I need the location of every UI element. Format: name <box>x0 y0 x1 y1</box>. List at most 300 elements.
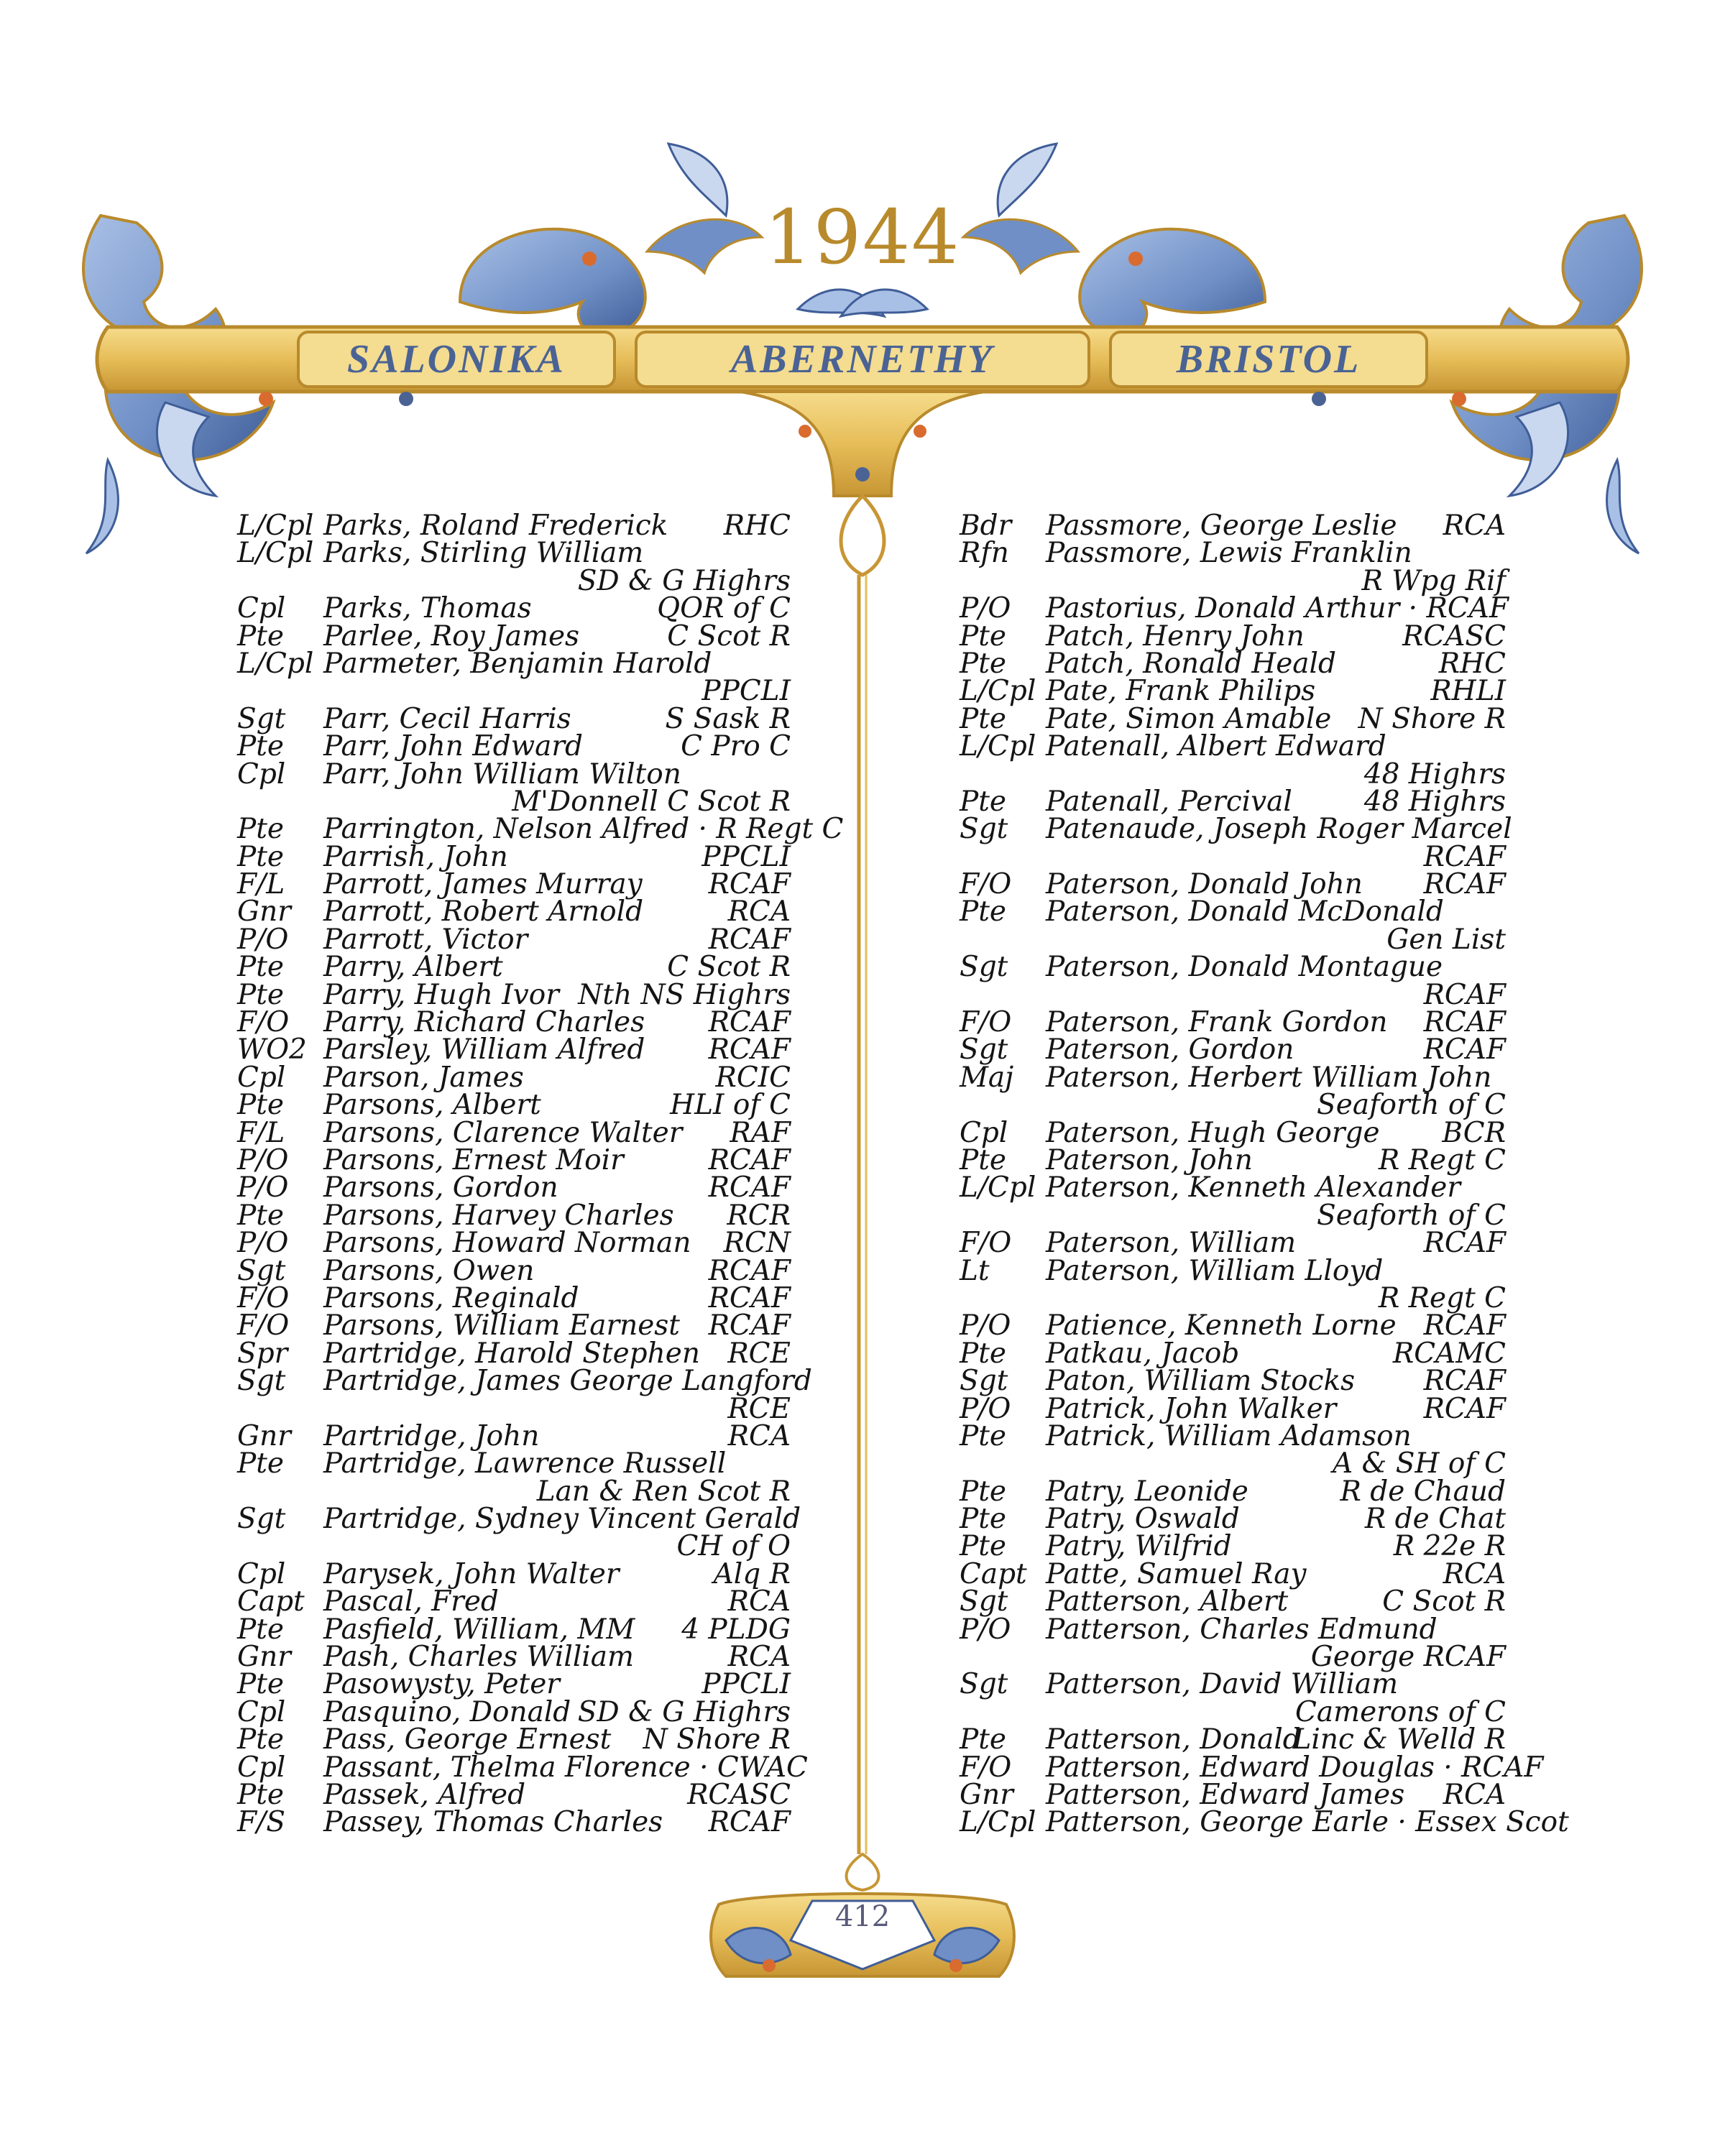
name-cell: Parson, James <box>323 1061 524 1094</box>
rank-cell: Pte <box>237 1447 284 1480</box>
name-cell: Parks, Thomas <box>323 592 532 625</box>
rank-cell: Sgt <box>960 951 1008 984</box>
roll-entry <box>237 895 791 929</box>
year-heading: 1944 <box>764 193 961 281</box>
unit-cell: RCA <box>727 895 791 929</box>
unit-cell: RCAF <box>1423 1392 1506 1425</box>
rank-cell: L/Cpl <box>237 647 314 680</box>
roll-entry <box>960 1723 1506 1756</box>
rank-cell: Gnr <box>237 1419 291 1452</box>
name-cell: Paterson, Frank Gordon <box>1046 1006 1388 1039</box>
page-number: 412 <box>834 1900 891 1933</box>
name-cell: Patenall, Albert Edward <box>1046 730 1386 763</box>
unit-cell: HLI of C <box>670 1089 791 1122</box>
rank-cell: Pte <box>960 1723 1006 1756</box>
name-cell: Pate, Simon Amable <box>1046 702 1332 735</box>
roll-entry <box>960 592 1509 625</box>
unit-cell: C Scot R <box>667 619 791 653</box>
name-cell: Passmore, George Leslie <box>1046 510 1397 542</box>
roll-entry <box>960 1751 1544 1784</box>
continuation-text: A & SH of C <box>1333 1447 1506 1480</box>
unit-cell: RCA <box>727 1419 791 1452</box>
rank-cell: Pte <box>237 730 284 763</box>
unit-cell: RCAF <box>1423 1365 1506 1398</box>
unit-cell: RCAF <box>708 1281 791 1314</box>
name-cell: Parsons, Harvey Charles <box>323 1199 674 1232</box>
rank-cell: Spr <box>237 1337 288 1370</box>
unit-cell: RAF <box>730 1116 791 1149</box>
name-cell: Pasquino, Donald <box>323 1695 571 1728</box>
roll-entry <box>960 647 1506 680</box>
roll-entry-continuation <box>960 978 1506 1011</box>
unit-cell: RCAF <box>708 1143 791 1176</box>
unit-cell: RCAF <box>708 868 791 901</box>
name-cell: Pate, Frank Philips <box>1046 675 1316 708</box>
roll-entry <box>237 592 791 625</box>
roll-entry <box>237 1419 791 1452</box>
name-cell: Patterson, Donald <box>1046 1723 1301 1756</box>
roll-entry <box>237 510 791 542</box>
roll-entry <box>237 1447 791 1480</box>
unit-cell: RCA <box>727 1641 791 1674</box>
unit-cell: RCIC <box>715 1061 791 1094</box>
roll-entry <box>237 1254 791 1287</box>
roll-entry <box>237 619 791 653</box>
unit-cell: RCAF <box>1423 1309 1506 1342</box>
roll-entry <box>237 1309 791 1342</box>
name-cell: Partridge, John <box>323 1419 540 1452</box>
name-cell: Parsons, Clarence Walter <box>323 1116 683 1149</box>
unit-cell: PPCLI <box>702 1668 791 1701</box>
rank-cell: Cpl <box>237 1061 286 1094</box>
rank-cell: Cpl <box>237 1557 286 1590</box>
name-cell: Patenaude, Joseph Roger Marcel <box>1046 813 1512 846</box>
roll-entry <box>237 757 791 791</box>
rank-cell: Pte <box>237 1613 284 1646</box>
roll-entry-continuation <box>960 1199 1506 1232</box>
unit-cell: PPCLI <box>702 840 791 873</box>
rank-cell: Gnr <box>960 1778 1013 1811</box>
rank-cell: Pte <box>960 1143 1006 1176</box>
rank-cell: Sgt <box>237 1365 286 1398</box>
name-cell: Paterson, Gordon <box>1046 1033 1294 1067</box>
unit-cell: RCAF <box>1423 1006 1506 1039</box>
roll-entry <box>237 840 791 873</box>
roll-entry-continuation <box>237 785 791 818</box>
rank-cell: L/Cpl <box>960 730 1036 763</box>
rank-cell: Pte <box>237 1723 284 1756</box>
roll-entry <box>237 1281 791 1314</box>
name-cell: Patrick, John Walker <box>1046 1392 1337 1425</box>
unit-cell: RCAF <box>708 1006 791 1039</box>
rank-cell: Gnr <box>237 1641 291 1674</box>
unit-cell: R 22e R <box>1393 1530 1506 1563</box>
name-cell: Pascal, Fred <box>323 1585 499 1618</box>
name-cell: Parmeter, Benjamin Harold <box>323 647 712 680</box>
continuation-text: 48 Highrs <box>1363 757 1506 791</box>
continuation-text: R Wpg Rif <box>1361 564 1506 597</box>
rank-cell: Gnr <box>237 895 291 929</box>
name-cell: Patch, Ronald Heald <box>1046 647 1336 680</box>
rank-cell: Pte <box>237 951 284 984</box>
roll-entry <box>237 1585 791 1618</box>
unit-cell: R de Chat <box>1364 1503 1506 1536</box>
roll-entry <box>237 647 791 680</box>
rank-cell: Sgt <box>237 1254 286 1287</box>
name-cell: Passant, Thelma Florence · CWAC <box>323 1751 808 1784</box>
rank-cell: Pte <box>960 702 1006 735</box>
name-cell: Patterson, Edward Douglas · RCAF <box>1046 1751 1544 1784</box>
name-cell: Passmore, Lewis Franklin <box>1046 537 1412 570</box>
roll-entry <box>960 1778 1506 1811</box>
rank-cell: Pte <box>237 840 284 873</box>
name-cell: Patterson, Albert <box>1046 1585 1289 1618</box>
rank-cell: L/Cpl <box>237 510 314 542</box>
continuation-text: Camerons of C <box>1295 1695 1506 1728</box>
unit-cell: C Pro C <box>681 730 791 763</box>
roll-entry <box>237 1503 801 1536</box>
rank-cell: Sgt <box>960 1668 1008 1701</box>
name-cell: Patry, Leonide <box>1046 1475 1248 1508</box>
continuation-text: SD & G Highrs <box>577 564 791 597</box>
roll-entry <box>960 1365 1506 1398</box>
roll-entry <box>960 868 1506 901</box>
roll-entry <box>960 1309 1506 1342</box>
name-cell: Pasfield, William, MM <box>323 1613 635 1646</box>
roll-entry <box>237 1061 791 1094</box>
rank-cell: F/O <box>960 1751 1012 1784</box>
roll-entry <box>237 1668 791 1701</box>
roll-entry-continuation <box>960 1089 1506 1122</box>
unit-cell: N Shore R <box>1358 702 1506 735</box>
roll-entry <box>237 1089 791 1122</box>
rank-cell: Sgt <box>237 702 286 735</box>
rank-cell: Sgt <box>960 1585 1008 1618</box>
roll-entry <box>237 1171 791 1204</box>
rank-cell: Pte <box>960 895 1006 929</box>
name-cell: Partridge, Sydney Vincent Gerald <box>323 1503 801 1536</box>
roll-entry <box>960 1475 1506 1508</box>
roll-entry-continuation <box>237 1530 791 1563</box>
acanthus-scroll-right-icon <box>963 144 1265 337</box>
roll-entry <box>960 537 1506 570</box>
name-cell: Partridge, Harold Stephen <box>323 1337 700 1370</box>
roll-entry <box>960 675 1506 708</box>
rank-cell: Sgt <box>960 813 1008 846</box>
rank-cell: WO2 <box>237 1033 307 1067</box>
unit-cell: N Shore R <box>643 1723 791 1756</box>
roll-entry-continuation <box>237 564 791 597</box>
name-cell: Pastorius, Donald Arthur · RCAF <box>1046 592 1509 625</box>
roll-entry <box>237 1778 791 1811</box>
roll-entry <box>960 1585 1506 1618</box>
unit-cell: RHLI <box>1430 675 1506 708</box>
roll-entry <box>237 702 791 735</box>
roll-entry-continuation <box>960 564 1506 597</box>
name-cell: Parsons, Ernest Moir <box>323 1143 624 1176</box>
roll-entry <box>237 1365 812 1398</box>
unit-cell: SD & G Highrs <box>577 1695 791 1728</box>
roll-entry <box>237 1033 791 1067</box>
roll-entry <box>960 1254 1506 1287</box>
rank-cell: Pte <box>237 978 284 1011</box>
rank-cell: Bdr <box>960 510 1012 542</box>
rank-cell: F/L <box>237 1116 285 1149</box>
name-cell: Patrick, William Adamson <box>1046 1419 1412 1452</box>
unit-cell: Alq R <box>713 1557 791 1590</box>
name-cell: Paterson, Donald McDonald <box>1046 895 1444 929</box>
name-cell: Parsons, Howard Norman <box>323 1227 691 1260</box>
unit-cell: RCN <box>723 1227 791 1260</box>
name-cell: Patte, Samuel Ray <box>1046 1557 1307 1590</box>
name-cell: Pasowysty, Peter <box>323 1668 560 1701</box>
continuation-text: PPCLI <box>702 675 791 708</box>
rank-cell: Pte <box>237 1778 284 1811</box>
unit-cell: RCASC <box>1402 619 1506 653</box>
unit-cell: QOR of C <box>657 592 791 625</box>
rank-cell: Pte <box>237 619 284 653</box>
rank-cell: P/O <box>960 1309 1011 1342</box>
name-cell: Passey, Thomas Charles <box>323 1806 663 1839</box>
roll-entry-continuation <box>237 1392 791 1425</box>
unit-cell: RCAF <box>1423 1227 1506 1260</box>
name-cell: Patterson, George Earle · Essex Scot <box>1046 1806 1569 1839</box>
name-cell: Parks, Roland Frederick <box>323 510 668 542</box>
rank-cell: Pte <box>960 619 1006 653</box>
rank-cell: P/O <box>960 592 1011 625</box>
name-cell: Paterson, William Lloyd <box>1046 1254 1384 1287</box>
unit-cell: R de Chaud <box>1340 1475 1506 1508</box>
rank-cell: Pte <box>960 1503 1006 1536</box>
roll-entry <box>960 1806 1569 1839</box>
roll-entry <box>960 1392 1506 1425</box>
roll-entry <box>960 1337 1506 1370</box>
continuation-text: Seaforth of C <box>1317 1089 1506 1122</box>
rank-cell: Capt <box>960 1557 1027 1590</box>
roll-entry <box>237 951 791 984</box>
unit-cell: RCAF <box>708 1254 791 1287</box>
name-cell: Parrott, Robert Arnold <box>323 895 644 929</box>
unit-cell: Nth NS Highrs <box>578 978 791 1011</box>
roll-entry <box>960 895 1506 929</box>
roll-entry <box>237 868 791 901</box>
unit-cell: RCAF <box>708 1171 791 1204</box>
unit-cell: 48 Highrs <box>1363 785 1506 818</box>
rank-cell: Pte <box>960 1475 1006 1508</box>
rank-cell: Capt <box>237 1585 305 1618</box>
name-cell: Paterson, John <box>1046 1143 1253 1176</box>
continuation-text: Seaforth of C <box>1317 1199 1506 1232</box>
roll-entry-continuation <box>960 840 1506 873</box>
name-cell: Pash, Charles William <box>323 1641 635 1674</box>
roll-entry-continuation <box>960 1447 1506 1480</box>
roll-entry <box>237 1723 791 1756</box>
center-leaf-icon <box>798 290 927 316</box>
continuation-text: CH of O <box>676 1530 791 1563</box>
roll-entry <box>237 1557 791 1590</box>
name-cell: Patkau, Jacob <box>1046 1337 1240 1370</box>
roll-entry <box>960 510 1506 542</box>
continuation-text: RCAF <box>1423 978 1506 1011</box>
rank-cell: Cpl <box>237 1751 286 1784</box>
name-cell: Patterson, David William <box>1046 1668 1399 1701</box>
rank-cell: F/O <box>960 1006 1012 1039</box>
right-name-column <box>960 510 1569 1839</box>
roll-entry <box>237 1116 791 1149</box>
name-cell: Patry, Oswald <box>1046 1503 1240 1536</box>
unit-cell: RCR <box>727 1199 791 1232</box>
rank-cell: Pte <box>960 785 1006 818</box>
name-cell: Partridge, James George Langford <box>323 1365 812 1398</box>
unit-cell: S Sask R <box>665 702 791 735</box>
name-cell: Parrott, Victor <box>323 923 528 956</box>
name-cell: Parry, Richard Charles <box>323 1006 645 1039</box>
name-cell: Parsons, Owen <box>323 1254 535 1287</box>
rank-cell: Pte <box>237 1199 284 1232</box>
roll-entry <box>237 1806 791 1839</box>
unit-cell: C Scot R <box>667 951 791 984</box>
continuation-text: R Regt C <box>1378 1281 1506 1314</box>
continuation-text: Gen List <box>1386 923 1506 956</box>
rank-cell: Cpl <box>237 757 286 791</box>
roll-entry <box>960 730 1506 763</box>
roll-entry <box>960 1668 1506 1701</box>
roll-entry <box>960 951 1506 984</box>
name-cell: Patenall, Percival <box>1046 785 1292 818</box>
roll-entry <box>960 1033 1506 1067</box>
name-cell: Parsons, Albert <box>323 1089 541 1122</box>
roll-entry <box>237 1613 791 1646</box>
unit-cell: RCAF <box>1423 1033 1506 1067</box>
roll-entry <box>237 537 791 570</box>
roll-entry <box>237 923 791 956</box>
name-cell: Passek, Alfred <box>323 1778 526 1811</box>
unit-cell: RCA <box>1443 1557 1506 1590</box>
roll-entry-continuation <box>960 923 1506 956</box>
acanthus-scroll-left-icon <box>460 144 762 337</box>
left-name-column <box>237 510 844 1839</box>
unit-cell: RCAF <box>708 1033 791 1067</box>
rank-cell: Cpl <box>237 1695 286 1728</box>
roll-entry <box>960 1006 1506 1039</box>
name-cell: Parks, Stirling William <box>323 537 644 570</box>
rank-cell: Pte <box>237 1089 284 1122</box>
roll-entry <box>237 1006 791 1039</box>
unit-cell: C Scot R <box>1382 1585 1506 1618</box>
rank-cell: F/O <box>237 1309 290 1342</box>
name-cell: Paton, William Stocks <box>1046 1365 1356 1398</box>
roll-entry <box>960 1061 1506 1094</box>
unit-cell: RCAMC <box>1392 1337 1506 1370</box>
name-cell: Paterson, Donald Montague <box>1046 951 1443 984</box>
rank-cell: L/Cpl <box>960 675 1036 708</box>
unit-cell: RHC <box>723 510 791 542</box>
name-cell: Parsons, Gordon <box>323 1171 558 1204</box>
name-cell: Patterson, Charles Edmund <box>1046 1613 1438 1646</box>
roll-entry <box>960 785 1506 818</box>
roll-entry <box>237 978 791 1011</box>
rank-cell: Pte <box>237 1668 284 1701</box>
unit-cell: Linc & Welld R <box>1292 1723 1506 1756</box>
rank-cell: L/Cpl <box>960 1171 1036 1204</box>
roll-entry <box>237 1695 791 1728</box>
banner-label-center: ABERNETHY <box>730 337 995 382</box>
roll-entry <box>960 1613 1506 1646</box>
roll-entry <box>960 619 1506 653</box>
roll-entry <box>237 1641 791 1674</box>
banner-label-right: BRISTOL <box>1176 337 1361 382</box>
rank-cell: F/O <box>237 1006 290 1039</box>
name-cell: Partridge, Lawrence Russell <box>323 1447 727 1480</box>
name-cell: Parr, John William Wilton <box>323 757 681 791</box>
rank-cell: P/O <box>960 1613 1011 1646</box>
roll-entry <box>237 813 844 846</box>
name-cell: Patch, Henry John <box>1046 619 1305 653</box>
roll-entry-continuation <box>960 1281 1506 1314</box>
unit-cell: RHC <box>1438 647 1506 680</box>
roll-entry <box>237 1227 791 1260</box>
rank-cell: Maj <box>960 1061 1014 1094</box>
name-cell: Paterson, Hugh George <box>1046 1116 1380 1149</box>
roll-entry <box>237 1751 808 1784</box>
name-cell: Patry, Wilfrid <box>1046 1530 1232 1563</box>
rank-cell: Lt <box>960 1254 990 1287</box>
rank-cell: Pte <box>960 1530 1006 1563</box>
roll-entry <box>960 1116 1506 1149</box>
roll-entry-continuation <box>960 1641 1506 1674</box>
name-cell: Pass, George Ernest <box>323 1723 612 1756</box>
unit-cell: RCAF <box>708 1309 791 1342</box>
rank-cell: Sgt <box>960 1033 1008 1067</box>
name-cell: Parysek, John Walter <box>323 1557 620 1590</box>
continuation-text: George RCAF <box>1310 1641 1506 1674</box>
rank-cell: Pte <box>960 647 1006 680</box>
rank-cell: F/L <box>237 868 285 901</box>
unit-cell: RCASC <box>687 1778 791 1811</box>
roll-entry <box>237 1199 791 1232</box>
roll-entry-continuation <box>960 757 1506 791</box>
rank-cell: Sgt <box>960 1365 1008 1398</box>
roll-entry-continuation <box>237 675 791 708</box>
unit-cell: RCAF <box>708 923 791 956</box>
name-cell: Paterson, Donald John <box>1046 868 1363 901</box>
name-cell: Parsley, William Alfred <box>323 1033 645 1067</box>
rank-cell: P/O <box>237 1227 289 1260</box>
rank-cell: Cpl <box>237 592 286 625</box>
unit-cell: RCA <box>1443 1778 1506 1811</box>
roll-entry-continuation <box>960 1695 1506 1728</box>
roll-entry <box>237 1337 791 1370</box>
rank-cell: Rfn <box>960 537 1009 570</box>
name-cell: Parsons, Reginald <box>323 1281 579 1314</box>
rank-cell: F/O <box>237 1281 290 1314</box>
name-cell: Patterson, Edward James <box>1046 1778 1405 1811</box>
roll-entry <box>960 1419 1506 1452</box>
rank-cell: L/Cpl <box>237 537 314 570</box>
unit-cell: RCAF <box>708 1806 791 1839</box>
name-cell: Paterson, William <box>1046 1227 1297 1260</box>
rank-cell: Sgt <box>237 1503 286 1536</box>
unit-cell: R Regt C <box>1378 1143 1506 1176</box>
unit-cell: BCR <box>1442 1116 1506 1149</box>
unit-cell: RCA <box>727 1585 791 1618</box>
rank-cell: P/O <box>960 1392 1011 1425</box>
roll-entry <box>960 1557 1506 1590</box>
name-cell: Patience, Kenneth Lorne <box>1046 1309 1397 1342</box>
roll-entry-continuation <box>237 1475 791 1508</box>
rank-cell: Pte <box>960 1337 1006 1370</box>
continuation-text: Lan & Ren Scot R <box>536 1475 791 1508</box>
